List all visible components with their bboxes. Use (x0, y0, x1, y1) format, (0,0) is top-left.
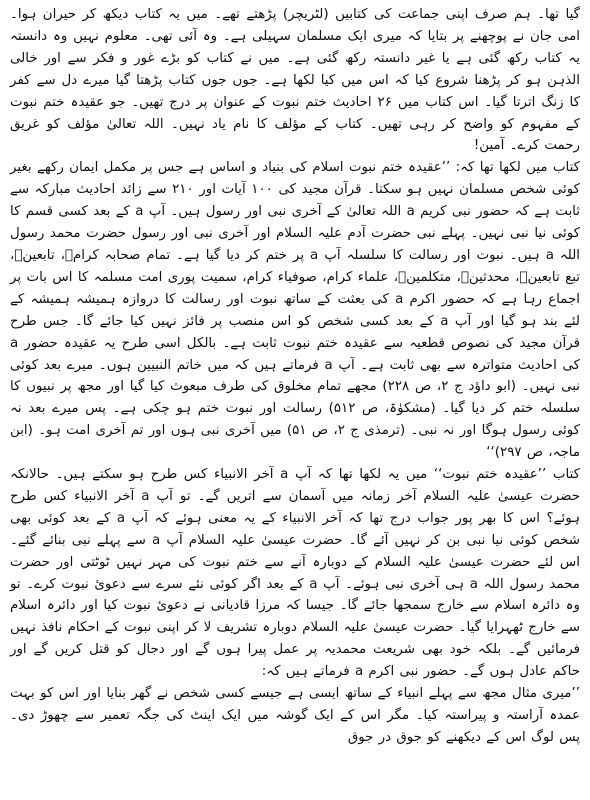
paragraph-3: کتاب ’’عقیدہ ختم نبوت‘‘ میں یہ لکھا تھا کہ آپ a آخر الانبیاء کس طرح ہو سکتے ہیں۔ حالانکہ حضرت عیسیٰ علیہ السلام آخر زمانہ میں آسمان سے اتریں گے۔ تو آپ a آخر الانبیاء کس طرح ہوئے؟ اس کا بھر پور جواب درج تھا کہ آخر الانبیاء کے یہ معنی ہوئے کہ آپ a کے بعد کوئی بھی شخص کوئی نیا نبی بن کر نہیں آئے گا۔ حضرت عیسیٰ علیہ السلام آپ a سے پہلے نبی بنائے گئے۔ اس لئے حضرت عیسیٰ علیہ السلام کے دوبارہ آنے سے ختم نبوت کی مہر نہیں ٹوٹتی اور حضرت محمد رسول اللہ a ہی آخری نبی ہوئے۔ آپ a کے بعد اگر کوئی نئے سرے سے دعوئ نبوت کرے۔ تو وہ دائرہ اسلام سے خارج سمجھا جائے گا۔ جیسا کہ مرزا قادیانی نے دعوئ نبوت کیا اور دائرہ اسلام سے خارج ٹھہرایا گیا۔ حضرت عیسیٰ علیہ السلام دوبارہ تشریف لا کر اپنی نبوت کے احکام نافذ نہیں فرمائیں گے۔ بلکہ خود بھی شریعت محمدیہ پر عمل پیرا ہوں گے اور دجال کو قتل کریں گے اور حاکم عادل ہوں گے۔ حضور نبی اکرم a فرماتے ہیں کہ: (10, 467, 581, 680)
paragraph-4: ’’میری مثال مجھ سے پہلے انبیاء کے ساتھ ایسی ہے جیسے کسی شخص نے گھر بنایا اور اس کو بہت عمدہ آراستہ و پیراستہ کیا۔ مگر اس کے ایک گوشہ میں ایک اینٹ کی جگہ تعمیر سے چھوڑ دی۔ پس لوگ اس کے دیکھنے کو جوق در جوق (10, 686, 580, 745)
paragraph-2: کتاب میں لکھا تھا کہ: ’’عقیدہ ختم نبوت اسلام کی بنیاد و اساس ہے جس پر مکمل ایمان رکھے بغیر کوئی شخص مسلمان نہیں ہو سکتا۔ قرآن مجید کی ۱۰۰ آیات اور ۲۱۰ سے زائد احادیث مبارکہ سے ثابت ہے کہ حضور نبی کریم a اللہ تعالیٰ کے آخری نبی اور رسول ہیں۔ آپ a کے بعد کسی قسم کا کوئی نیا نبی نہیں۔ پہلے نبی حضرت آدم علیہ السلام اور آخری نبی اور رسول حضرت محمد رسول اللہ a ہیں۔ نبوت اور رسالت کا سلسلہ آپ a پر ختم کر دیا گیا ہے۔ تمام صحابہ کرامؓ، تابعینؒ، تبع تابعینؒ، محدثینؒ، متکلمینؒ، علماء کرام، صوفیاء کرام، سمیت پوری امت مسلمہ کا اس بات پر اجماع رہا ہے کہ حضور اکرم a کی بعثت کے ساتھ نبوت اور رسالت کا دروازہ ہمیشہ ہمیشہ کے لئے بند ہو گیا اور آپ a کے بعد کسی شخص کو اس منصب پر فائز نہیں کیا جائے گا۔ جس طرح قرآن مجید کی نصوص قطعیہ سے عقیدہ ختم نبوت ثابت ہے۔ بالکل اسی طرح یہ عقیدہ حضور a کی احادیث متواترہ سے بھی ثابت ہے۔ آپ a فرماتے ہیں کہ میں خاتم النبیین ہوں۔ میرے بعد کوئی نبی نہیں۔ (ابو داؤد ج ۲، ص ۲۲۸) مجھے تمام مخلوق کی طرف مبعوث کیا گیا اور مجھ پر نبیوں کا سلسلہ ختم کر دیا گیا۔ (مشکوٰۃ، ص ۵۱۲) رسالت اور نبوت ختم ہو چکی ہے۔ پس میرے بعد نہ کوئی رسول ہوگا اور نہ نبی۔ (ترمذی ج ۲، ص ۵۱) میں آخری نبی ہوں اور تم آخری امت ہو۔ (ابن ماجہ، ص ۲۹۷)‘‘ (10, 160, 581, 461)
paragraph-1: گیا تھا۔ ہم صرف اپنی جماعت کی کتابیں (لٹریچر) پڑھتے تھے۔ میں یہ کتاب دیکھ کر حیران ہوا۔ امی جان نے پوچھنے پر بتایا کہ میری ایک مسلمان سہیلی ہے۔ وہ آئی تھی۔ معلوم نہیں وہ دانستہ یہ کتاب رکھ گئی ہے یا غیر دانستہ رکھ گئی ہے۔ میں نے کتاب کو بڑے غور و فکر سے اور خالی الذہن ہو کر پڑھنا شروع کیا کہ اس میں کیا لکھا ہے۔ جوں جوں کتاب پڑھتا گیا میرے دل سے کفر کا زنگ اترتا گیا۔ اس کتاب میں ۲۶ احادیث ختم نبوت کے عنوان پر درج تھیں۔ جو عقیدہ ختم نبوت کے مفہوم کو واضح کر رہی تھیں۔ کتاب کے مؤلف کا نام یاد نہیں۔ اللہ تعالیٰ مؤلف کو غریق رحمت کرے۔ آمین! (10, 7, 580, 154)
body-text (10, 4, 580, 749)
